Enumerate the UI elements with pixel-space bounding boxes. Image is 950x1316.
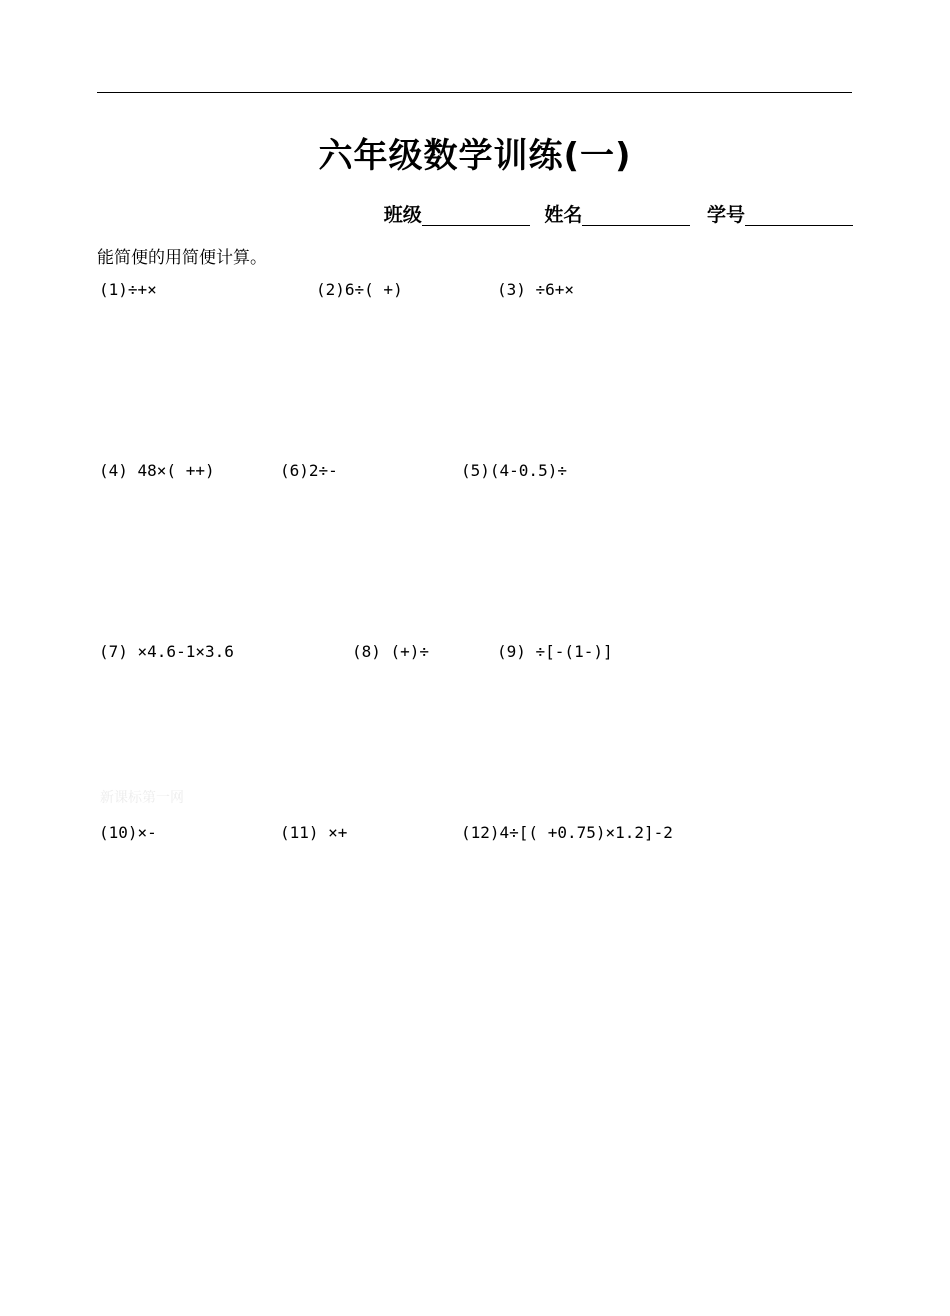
name-label: 姓名 [544, 204, 583, 226]
top-rule [97, 92, 852, 93]
problem-4: (4) 48×( ++) [99, 461, 215, 480]
problem-8: (8) (+)÷ [352, 642, 430, 661]
problem-3: (3) ÷6+× [497, 280, 575, 299]
student-id-blank [745, 205, 853, 226]
student-info-line [384, 200, 853, 227]
student-id-label: 学号 [706, 204, 745, 226]
problem-11: (11) ×+ [280, 823, 348, 842]
problem-2: (2)6÷( +) [316, 280, 403, 299]
problem-10: (10)×- [99, 823, 157, 842]
name-blank [582, 205, 690, 226]
problem-6: (6)2÷- [280, 461, 338, 480]
watermark: 新课标第一网 [100, 790, 184, 806]
problem-1: (1)÷+× [99, 280, 157, 299]
class-label: 班级 [383, 204, 422, 226]
problem-9: (9) ÷[-(1-)] [497, 642, 613, 661]
problem-12: (12)4÷[( +0.75)×1.2]-2 [461, 823, 673, 842]
problem-5: (5)(4-0.5)÷ [461, 461, 567, 480]
class-blank [422, 205, 530, 226]
problem-7: (7) ×4.6-1×3.6 [99, 642, 234, 661]
instruction: 能简便的用简便计算。 [97, 248, 267, 268]
page-title: 六年级数学训练(一) [318, 136, 632, 176]
